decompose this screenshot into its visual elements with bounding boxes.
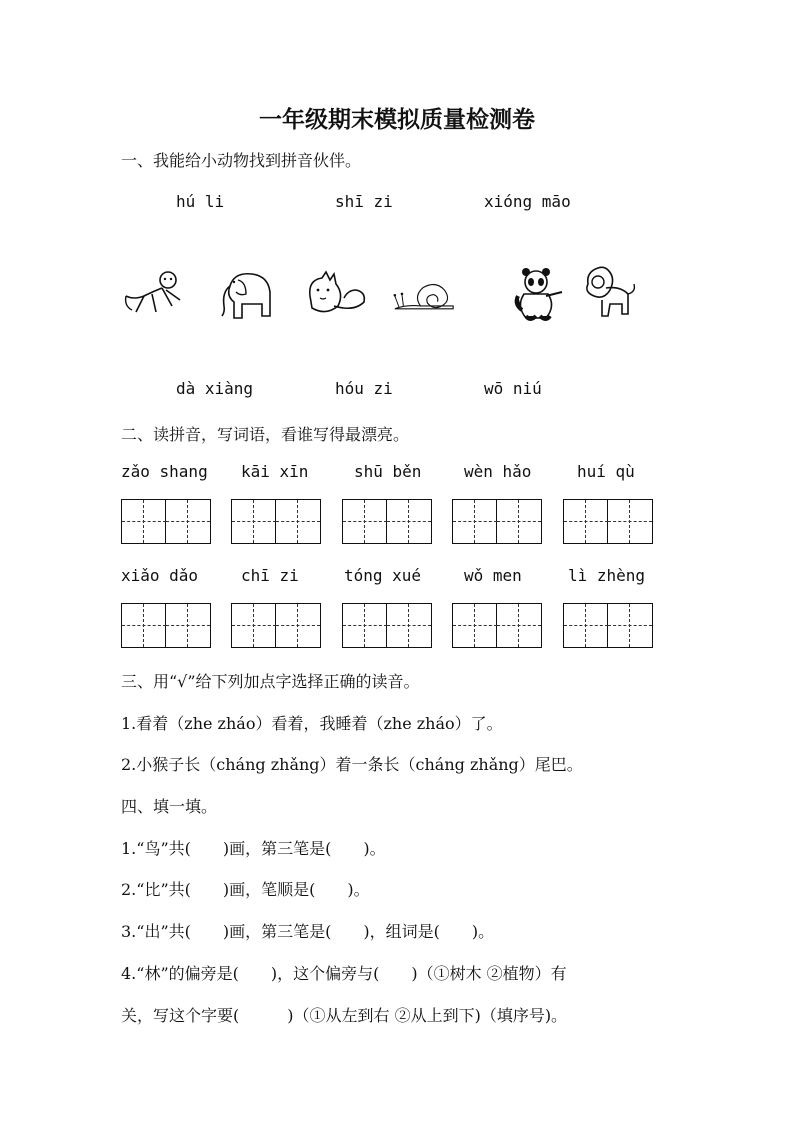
writing-grid[interactable] [342, 499, 432, 544]
section3-heading: 三、用“√”给下列加点字选择正确的读音。 [121, 672, 420, 691]
page-title: 一年级期末模拟质量检测卷 [259, 106, 535, 133]
pinyin-bottom-2: hóu zi [335, 379, 393, 398]
writing-grid[interactable] [452, 499, 542, 544]
section4-item-1: 1.“鸟”共( )画，第三笔是( )。 [121, 839, 386, 858]
word-pinyin-3: shū běn [354, 462, 422, 481]
section3-item-2: 2.小猴子长（cháng zhǎng）着一条长（cháng zhǎng）尾巴。 [121, 755, 583, 774]
pinyin-top-3: xióng māo [484, 192, 571, 211]
word-pinyin-5: huí qù [577, 462, 635, 481]
word-pinyin-4: wèn hǎo [464, 462, 532, 481]
pinyin-bottom-1: dà xiàng [176, 379, 254, 398]
snail-icon [392, 266, 456, 326]
word-pinyin-7: chī zi [241, 566, 299, 585]
writing-grid[interactable] [563, 603, 653, 648]
section4-heading: 四、填一填。 [121, 797, 218, 816]
section4-item-4: 4.“林”的偏旁是( )，这个偏旁与( )（①树木 ②植物）有 [121, 964, 567, 983]
elephant-icon [216, 266, 280, 326]
section1-heading: 一、我能给小动物找到拼音伙伴。 [121, 151, 362, 170]
section4-item-2: 2.“比”共( )画，笔顺是( )。 [121, 880, 370, 899]
word-pinyin-6: xiǎo dǎo [121, 566, 199, 585]
word-pinyin-8: tóng xué [344, 566, 422, 585]
word-pinyin-10: lì zhèng [568, 566, 646, 585]
word-pinyin-1: zǎo shang [121, 462, 208, 481]
writing-grid[interactable] [231, 499, 321, 544]
writing-grid[interactable] [121, 603, 211, 648]
pinyin-top-2: shī zi [335, 192, 393, 211]
section2-heading: 二、读拼音，写词语，看谁写得最漂亮。 [121, 425, 410, 444]
section4-item-3: 3.“出”共( )画，第三笔是( )，组词是( )。 [121, 922, 495, 941]
panda-icon [506, 266, 570, 326]
fox-icon [304, 266, 368, 326]
writing-grid[interactable] [342, 603, 432, 648]
section3-item-1: 1.看着（zhe zháo）看着，我睡着（zhe zháo）了。 [121, 714, 503, 733]
lion-icon [576, 264, 640, 324]
pinyin-bottom-3: wō niú [484, 379, 542, 398]
writing-grid[interactable] [563, 499, 653, 544]
word-pinyin-2: kāi xīn [241, 462, 309, 481]
word-pinyin-9: wǒ men [464, 566, 522, 585]
pinyin-top-1: hú li [176, 192, 225, 211]
writing-grid[interactable] [452, 603, 542, 648]
monkey-icon [122, 266, 186, 326]
writing-grid[interactable] [231, 603, 321, 648]
writing-grid[interactable] [121, 499, 211, 544]
section4-item-4-continued: 关，写这个字要( )（①从左到右 ②从上到下)（填序号)。 [121, 1006, 568, 1025]
